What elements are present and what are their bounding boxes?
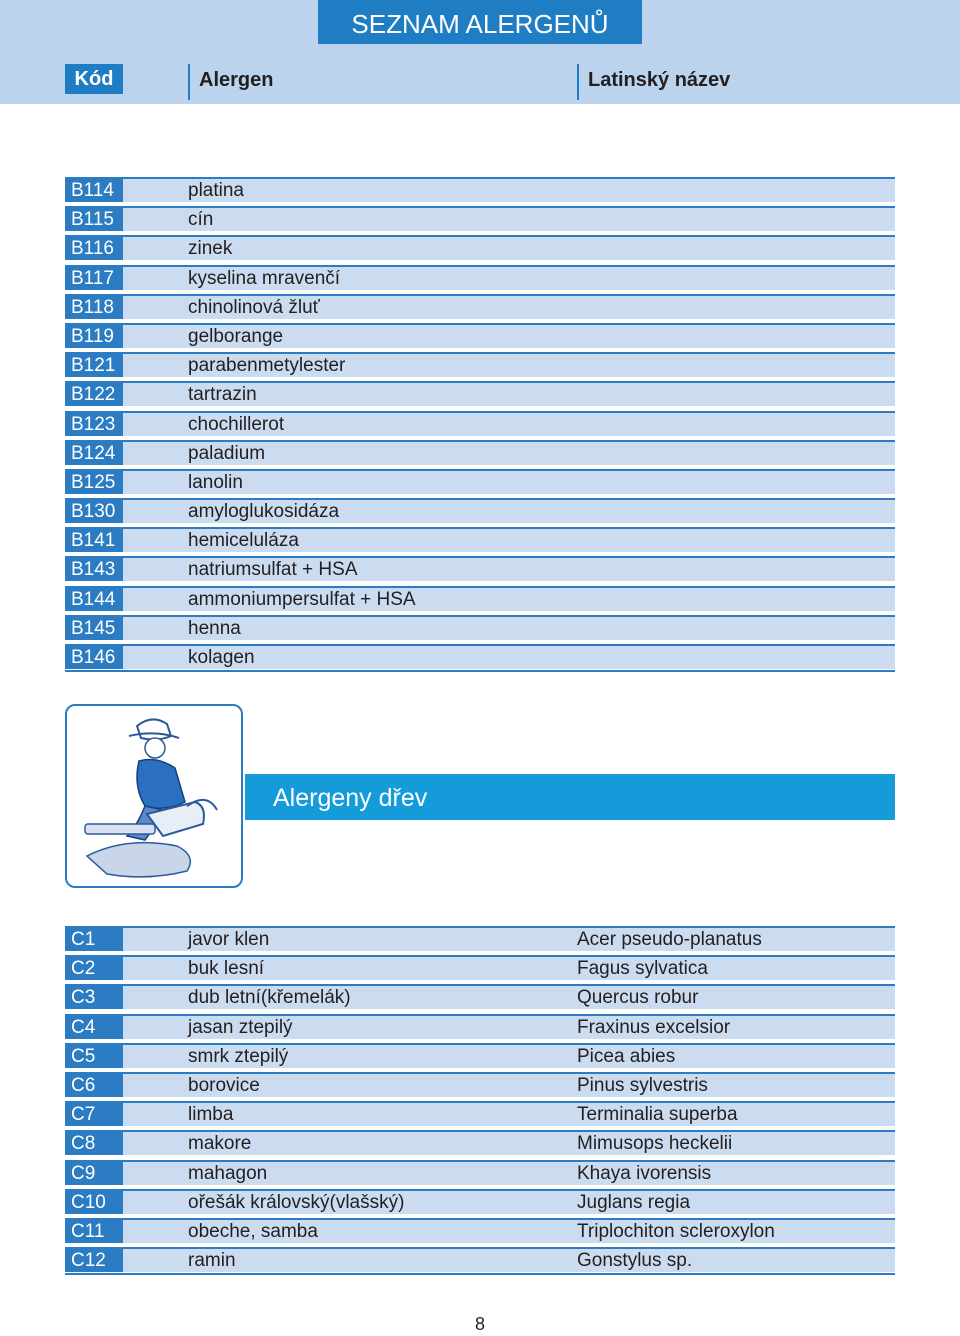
table-row [65,321,895,350]
allergen-code: C3 [65,984,123,1009]
allergen-code: C2 [65,955,123,980]
column-header-code: Kód [65,64,123,94]
table-row [65,1187,895,1216]
allergen-code: B125 [65,469,123,494]
allergen-code: B114 [65,177,123,202]
table-row [65,1216,895,1245]
chainsaw-worker-icon [67,706,241,886]
allergen-code: B130 [65,498,123,523]
latin-name: Fagus sylvatica [577,958,708,980]
latin-name: Gonstylus sp. [577,1250,693,1272]
allergen-name: buk lesní [188,958,265,980]
allergen-name: cín [188,209,214,231]
table-row [65,953,895,982]
allergen-name: henna [188,617,241,639]
allergen-name: natriumsulfat + HSA [188,559,358,581]
allergen-name: chinolinová žluť [188,296,320,318]
latin-name: Pinus sylvestris [577,1074,708,1096]
allergen-name: smrk ztepilý [188,1045,289,1067]
allergen-name: dub letní(křemelák) [188,987,351,1009]
allergen-code: C6 [65,1072,123,1097]
allergen-code: B119 [65,323,123,348]
table-row [65,233,895,262]
allergen-code: B117 [65,265,123,290]
allergen-name: tartrazin [188,384,257,406]
allergen-code: C11 [65,1218,123,1243]
column-header-latin: Latinský název [588,69,731,91]
lumberjack-illustration [65,704,243,888]
latin-name: Triplochiton scleroxylon [577,1220,775,1242]
table-row [65,584,895,613]
allergen-code: C1 [65,926,123,951]
allergen-code: C4 [65,1014,123,1039]
allergen-name: javor klen [188,929,270,950]
table-row [65,554,895,583]
table-row [65,1245,895,1274]
latin-name: Acer pseudo-planatus [577,929,762,950]
table-row [65,204,895,233]
column-header-allergen: Alergen [199,69,274,91]
table-row [65,924,895,953]
allergen-code: B141 [65,527,123,552]
table-row [65,525,895,554]
allergen-name: zinek [188,238,233,260]
allergen-code: C12 [65,1247,123,1272]
table-row [65,263,895,292]
allergen-name: kolagen [188,647,255,668]
allergen-name: lanolin [188,471,243,493]
table-row [65,642,895,671]
table-row [65,1128,895,1157]
allergen-code: B118 [65,294,123,319]
latin-name: Quercus robur [577,987,699,1009]
allergen-name: platina [188,180,244,201]
allergen-name: mahagon [188,1162,268,1184]
table-row [65,1041,895,1070]
column-divider [188,64,190,100]
allergen-name: paladium [188,442,266,464]
latin-name: Picea abies [577,1045,676,1067]
allergen-name: obeche, samba [188,1220,318,1242]
allergen-name: ramin [188,1250,236,1272]
allergen-code: B124 [65,440,123,465]
allergen-name: borovice [188,1074,260,1096]
allergen-code: B145 [65,615,123,640]
allergen-code: B116 [65,235,123,260]
table-row [65,982,895,1011]
allergen-code: C10 [65,1189,123,1214]
table-row [65,350,895,379]
allergen-table-c [65,924,895,1274]
allergen-name: ořešák královský(vlašský) [188,1191,405,1213]
allergen-code: B122 [65,381,123,406]
allergen-name: chochillerot [188,413,285,435]
page-title: SEZNAM ALERGENŮ [318,0,642,44]
allergen-code: C9 [65,1160,123,1185]
allergen-code: C7 [65,1101,123,1126]
latin-name: Terminalia superba [577,1104,738,1126]
table-row [65,1158,895,1187]
allergen-code: B144 [65,586,123,611]
allergen-name: parabenmetylester [188,355,346,377]
table-row [65,292,895,321]
allergen-name: limba [188,1104,234,1126]
allergen-code: C8 [65,1130,123,1155]
latin-name: Fraxinus excelsior [577,1016,731,1038]
allergen-code: B121 [65,352,123,377]
allergen-code: B115 [65,206,123,231]
latin-name: Mimusops heckelii [577,1133,733,1155]
table-row [65,409,895,438]
allergen-code: B146 [65,644,123,669]
allergen-name: hemiceluláza [188,530,299,552]
table-row [65,496,895,525]
table-row [65,379,895,408]
allergen-name: gelborange [188,325,284,347]
allergen-code: C5 [65,1043,123,1068]
allergen-name: amyloglukosidáza [188,501,340,523]
allergen-name: kyselina mravenčí [188,267,341,289]
allergen-name: ammoniumpersulfat + HSA [188,588,416,610]
section-title-wood-allergens: Alergeny dřev [245,774,895,820]
allergen-name: makore [188,1133,252,1155]
table-row [65,438,895,467]
table-row [65,613,895,642]
column-divider [577,64,579,100]
table-row [65,467,895,496]
page-number: 8 [474,1314,485,1334]
latin-name: Khaya ivorensis [577,1162,712,1184]
latin-name: Juglans regia [577,1191,691,1213]
allergen-code: B123 [65,411,123,436]
allergen-table-b [65,175,895,671]
allergen-code: B143 [65,556,123,581]
table-row [65,1070,895,1099]
allergen-name: jasan ztepilý [188,1016,293,1038]
table-row [65,175,895,204]
table-row [65,1012,895,1041]
table-row [65,1099,895,1128]
